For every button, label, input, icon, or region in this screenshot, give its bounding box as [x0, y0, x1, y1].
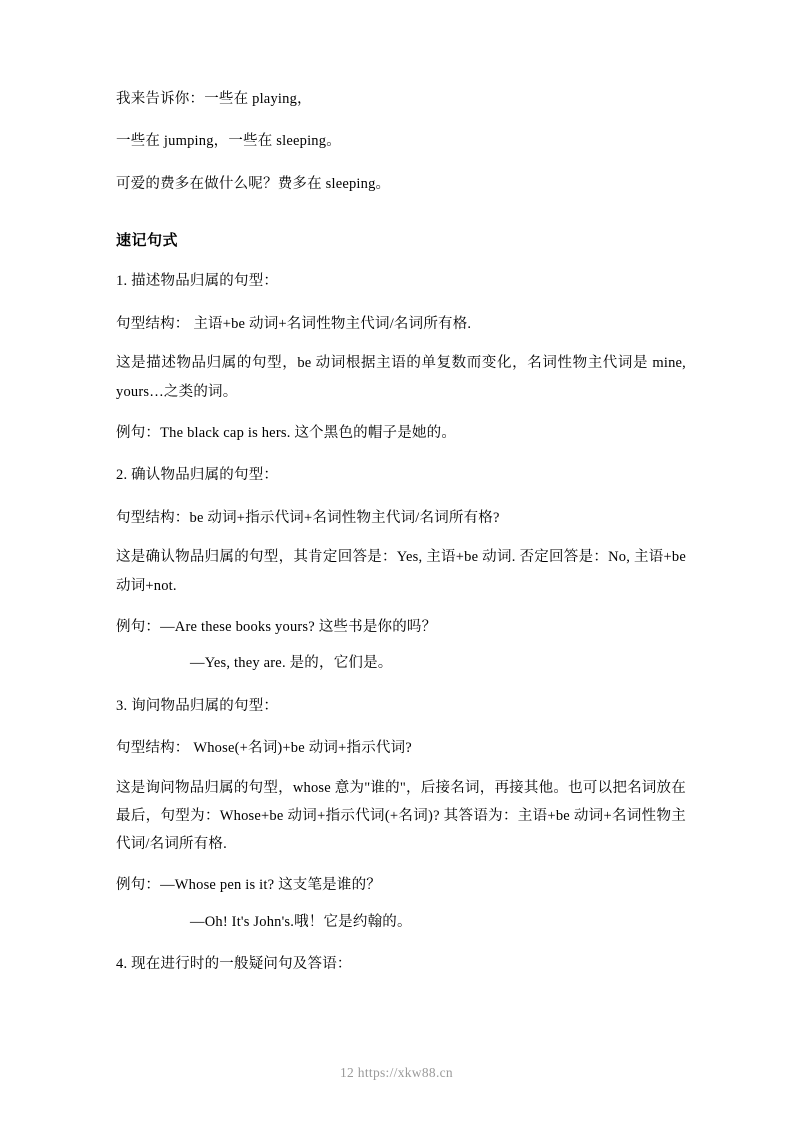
paragraph: 这是确认物品归属的句型，其肯定回答是：Yes, 主语+be 动词. 否定回答是：No, 主语+be 动词+not. — [116, 549, 686, 594]
list-item-heading: 1. 描述物品归属的句型： — [116, 273, 279, 290]
list-item-heading: 2. 确认物品归属的句型： — [116, 467, 279, 484]
example-answer-text: —Yes, they are. 是的，它们是。 — [190, 655, 393, 672]
paragraph: 句型结构： Whose(+名词)+be 动词+指示代词? — [116, 740, 412, 757]
list-item-heading: 3. 询问物品归属的句型： — [116, 697, 279, 714]
example-sentence: 例句：—Are these books yours? 这些书是你的吗？ — [116, 618, 437, 635]
page-footer — [0, 1065, 793, 1081]
paragraph: 一些在 jumping，一些在 sleeping。 — [116, 133, 341, 150]
paragraph: 句型结构：be 动词+指示代词+名词性物主代词/名词所有格? — [116, 509, 500, 526]
example-answer — [116, 652, 686, 674]
paragraph: 我来告诉你：一些在 playing， — [116, 91, 312, 107]
example-sentence: 例句：—Whose pen is it? 这支笔是谁的？ — [116, 877, 381, 894]
example-sentence: 例句：The black cap is hers. 这个黑色的帽子是她的。 — [116, 424, 457, 441]
paragraph: 句型结构： 主语+be 动词+名词性物主代词/名词所有格. — [116, 315, 472, 332]
watermark-url: https://xkw88.cn — [357, 1065, 453, 1080]
example-answer — [116, 911, 686, 933]
example-answer-text: —Oh! It's John's.哦！它是约翰的。 — [190, 913, 412, 930]
document-body — [116, 88, 686, 996]
list-item-heading: 4. 现在进行时的一般疑问句及答语： — [116, 956, 352, 973]
page-number: 12 — [340, 1065, 355, 1080]
paragraph: 这是询问物品归属的句型，whose 意为"谁的"，后接名词，再接其他。也可以把名词放在最后，句型为：Whose+be 动词+指示代词(+名词)? 其答语为：主语+be 动词+名词性物主代词/名词所有格. — [116, 779, 686, 853]
paragraph: 这是描述物品归属的句型，be 动词根据主语的单复数而变化，名词性物主代词是 mine, yours…之类的词。 — [116, 355, 686, 400]
section-heading: 速记句式 — [116, 233, 179, 250]
paragraph: 可爱的费多在做什么呢？费多在 sleeping。 — [116, 175, 391, 192]
